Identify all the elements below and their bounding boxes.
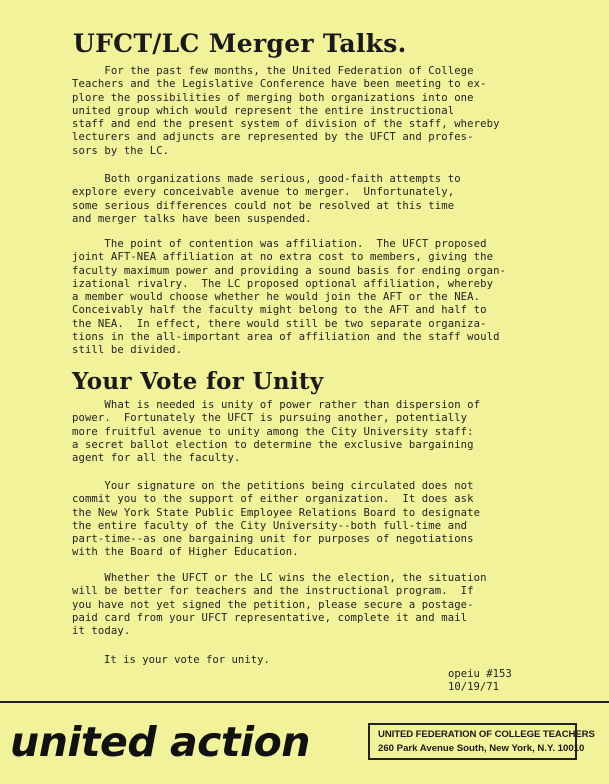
election-paragraph: Whether the UFCT or the LC wins the election, the situation will be better for teachers and the instructional program. If you have not yet signed the petition, please secure a postage- paid card from your UFCT representative, complete it and mail it today. bbox=[72, 572, 487, 638]
vote-for-unity-heading: Your Vote for Unity bbox=[72, 368, 324, 395]
closing-line: It is your vote for unity. bbox=[104, 654, 270, 666]
affiliation-paragraph: The point of contention was affiliation. The UFCT proposed joint AFT-NEA affiliation at no extra cost to members, giving the faculty maximum power and providing a sound basis for ending organ- izational rivalry. The LC proposed optional affiliation, whereby a member would choose whether he would join the AFT or the NEA. Conceivably half the faculty might belong to the AFT and half to the NEA. In effect, there would still be two separate organiza- tions in the all-important area of affiliation and the staff would still be divided. bbox=[72, 238, 507, 357]
merger-talks-heading: UFCT/LC Merger Talks. bbox=[73, 29, 407, 58]
union-job-code bbox=[448, 668, 512, 694]
union-address: 260 Park Avenue South, New York, N.Y. 10010 bbox=[378, 743, 585, 754]
attempts-paragraph: Both organizations made serious, good-faith attempts to explore every conceivable avenue to merger. Unfortunately, some serious differences could not be resolved at this time and merger talks have been suspended. bbox=[72, 173, 461, 225]
footer-divider bbox=[0, 701, 609, 703]
opeiu-code: opeiu #153 bbox=[448, 668, 512, 680]
issue-date: 10/19/71 bbox=[448, 681, 500, 693]
union-address-box bbox=[368, 723, 595, 760]
petition-paragraph: Your signature on the petitions being circulated does not commit you to the support of either organization. It does ask the New York State Public Employee Relations Board to designate the entire faculty of the City University--both full-time and part-time--as one bargaining unit for purposes of negotiations with the Board of Higher Education. bbox=[72, 480, 481, 559]
masthead-logo: united action bbox=[10, 718, 310, 766]
union-name: UNITED FEDERATION OF COLLEGE TEACHERS bbox=[378, 729, 595, 740]
unity-paragraph: What is needed is unity of power rather than dispersion of power. Fortunately the UFCT is pursuing another, potentially more fruitful avenue to unity among the City University staff: a secret ballot election to determine the exclusive bargaining agent for all the faculty. bbox=[72, 399, 481, 465]
intro-paragraph: For the past few months, the United Federation of College Teachers and the Legislative Conference have been meeting to ex- plore the possibilities of merging both organizations into one united group which would represent the entire instructional staff and end the present system of division of the staff, whereby lecturers and adjuncts are represented by the UFCT and profes- sors by the LC. bbox=[72, 65, 500, 157]
